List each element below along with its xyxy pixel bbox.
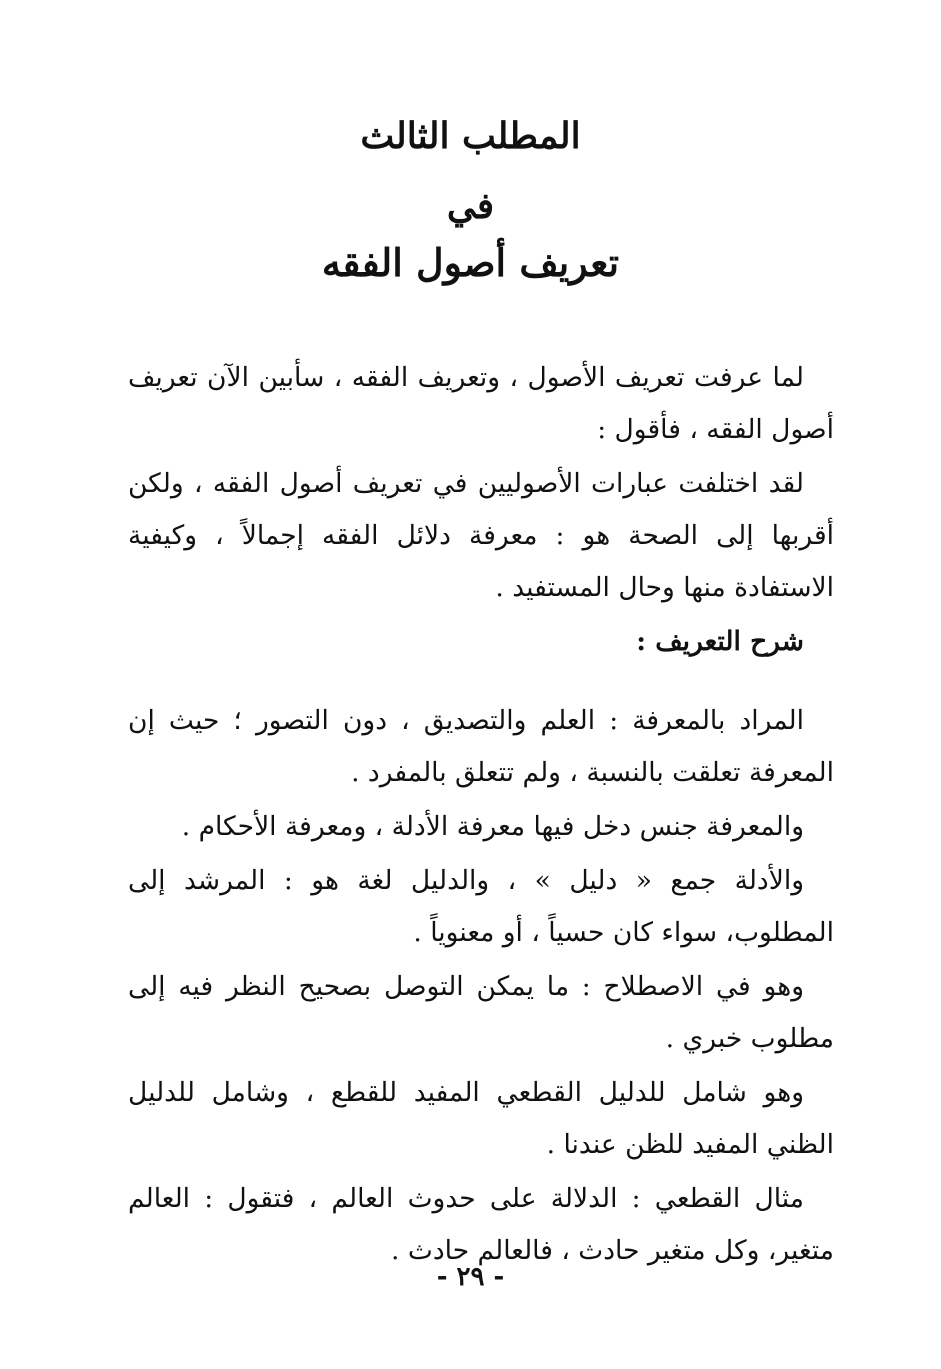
section-title-connector: في bbox=[446, 185, 495, 227]
paragraph-explanation-5: وهو شامل للدليل القطعي المفيد للقطع ، وشامل للدليل الظني المفيد للظن عندنا . bbox=[128, 1076, 834, 1160]
subheading-explanation: شرح التعريف : bbox=[636, 626, 804, 657]
paragraph-explanation-2: والمعرفة جنس دخل فيها معرفة الأدلة ، ومعرفة الأحكام . bbox=[181, 810, 804, 842]
paragraph-intro: لما عرفت تعريف الأصول ، وتعريف الفقه ، سأبين الآن تعريف أصول الفقه ، فأقول : bbox=[128, 362, 834, 445]
section-subject-title: تعريف أصول الفقه bbox=[321, 240, 620, 285]
paragraph-definition: لقد اختلفت عبارات الأصوليين في تعريف أصول الفقه ، ولكن أقربها إلى الصحة هو : معرفة دلائل الفقه إجمالاً ، وكيفية الاستفادة منها وحال المستفيد . bbox=[128, 468, 834, 603]
section-title: المطلب الثالث bbox=[360, 115, 581, 157]
page-number: - ٢٩ - bbox=[436, 1262, 505, 1292]
paragraph-explanation-3: والأدلة جمع « دليل » ، والدليل لغة هو : المرشد إلى المطلوب، سواء كان حسياً ، أو معنوياً . bbox=[128, 864, 834, 948]
paragraph-explanation-6: مثال القطعي : الدلالة على حدوث العالم ، فتقول : العالم متغير، وكل متغير حادث ، فالعالم حادث . bbox=[128, 1182, 834, 1266]
paragraph-explanation-1: المراد بالمعرفة : العلم والتصديق ، دون التصور ؛ حيث إن المعرفة تعلقت بالنسبة ، ولم تتعلق بالمفرد . bbox=[128, 704, 834, 788]
body-text bbox=[128, 352, 834, 1277]
paragraph-explanation-4: وهو في الاصطلاح : ما يمكن التوصل بصحيح النظر فيه إلى مطلوب خبري . bbox=[128, 970, 834, 1054]
